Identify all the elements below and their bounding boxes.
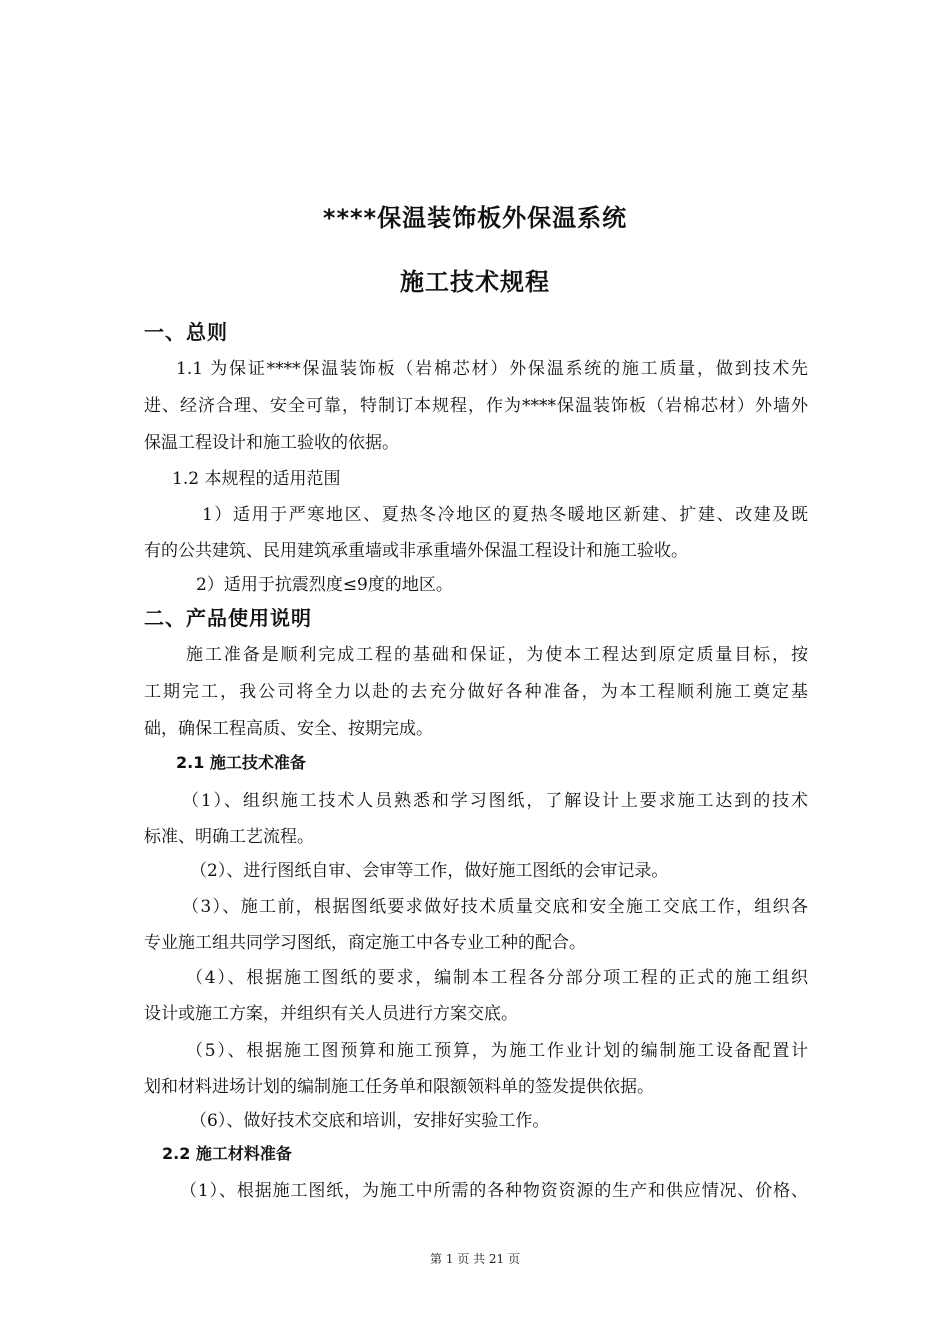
paragraph-line: 1.1 为保证****保温装饰板（岩棉芯材）外保温系统的施工质量，做到技术先 — [176, 359, 808, 379]
paragraph-line: 专业施工组共同学习图纸，商定施工中各专业工种的配合。 — [144, 933, 586, 953]
paragraph-line: 2）适用于抗震烈度≤9度的地区。 — [196, 575, 453, 595]
paragraph-line: 施工准备是顺利完成工程的基础和保证，为使本工程达到原定质量目标，按 — [186, 645, 808, 665]
paragraph-line: 划和材料进场计划的编制施工任务单和限额领料单的签发提供依据。 — [144, 1077, 654, 1097]
paragraph-line: （3）、施工前，根据图纸要求做好技术质量交底和安全施工交底工作，组织各 — [182, 897, 808, 917]
subsection-heading-material-prep: 2.2 施工材料准备 — [162, 1144, 292, 1163]
paragraph-line: （4）、根据施工图纸的要求，编制本工程各分部分项工程的正式的施工组织 — [186, 968, 808, 988]
section-heading-general: 一、总则 — [144, 320, 228, 344]
paragraph-line: 1.2 本规程的适用范围 — [172, 469, 341, 489]
document-title-line2: 施工技术规程 — [400, 268, 550, 296]
document-title-line1: ****保温装饰板外保温系统 — [322, 204, 628, 232]
paragraph-line: 进、经济合理、安全可靠，特制订本规程，作为****保温装饰板（岩棉芯材）外墙外 — [144, 396, 808, 416]
paragraph-line: 设计或施工方案，并组织有关人员进行方案交底。 — [144, 1004, 518, 1024]
paragraph-line: （2）、进行图纸自审、会审等工作，做好施工图纸的会审记录。 — [190, 861, 669, 881]
paragraph-line: （1）、组织施工技术人员熟悉和学习图纸，了解设计上要求施工达到的技术 — [182, 791, 808, 811]
paragraph-line: 保温工程设计和施工验收的依据。 — [144, 433, 399, 453]
paragraph-line: 础，确保工程高质、安全、按期完成。 — [144, 719, 433, 739]
paragraph-line: 标准、明确工艺流程。 — [144, 827, 314, 847]
paragraph-line: （5）、根据施工图预算和施工预算，为施工作业计划的编制施工设备配置计 — [186, 1041, 808, 1061]
paragraph-line: （6）、做好技术交底和培训，安排好实验工作。 — [190, 1111, 550, 1131]
paragraph-line: 有的公共建筑、民用建筑承重墙或非承重墙外保温工程设计和施工验收。 — [144, 541, 688, 561]
page-footer: 第 1 页 共 21 页 — [430, 1252, 520, 1266]
subsection-heading-technical-prep: 2.1 施工技术准备 — [176, 753, 306, 772]
paragraph-line: （1）、根据施工图纸，为施工中所需的各种物资资源的生产和供应情况、价格、 — [180, 1181, 808, 1201]
section-heading-product-usage: 二、产品使用说明 — [144, 606, 312, 630]
paragraph-line: 工期完工，我公司将全力以赴的去充分做好各种准备，为本工程顺利施工奠定基 — [144, 682, 808, 702]
paragraph-line: 1）适用于严寒地区、夏热冬冷地区的夏热冬暖地区新建、扩建、改建及既 — [202, 505, 808, 525]
